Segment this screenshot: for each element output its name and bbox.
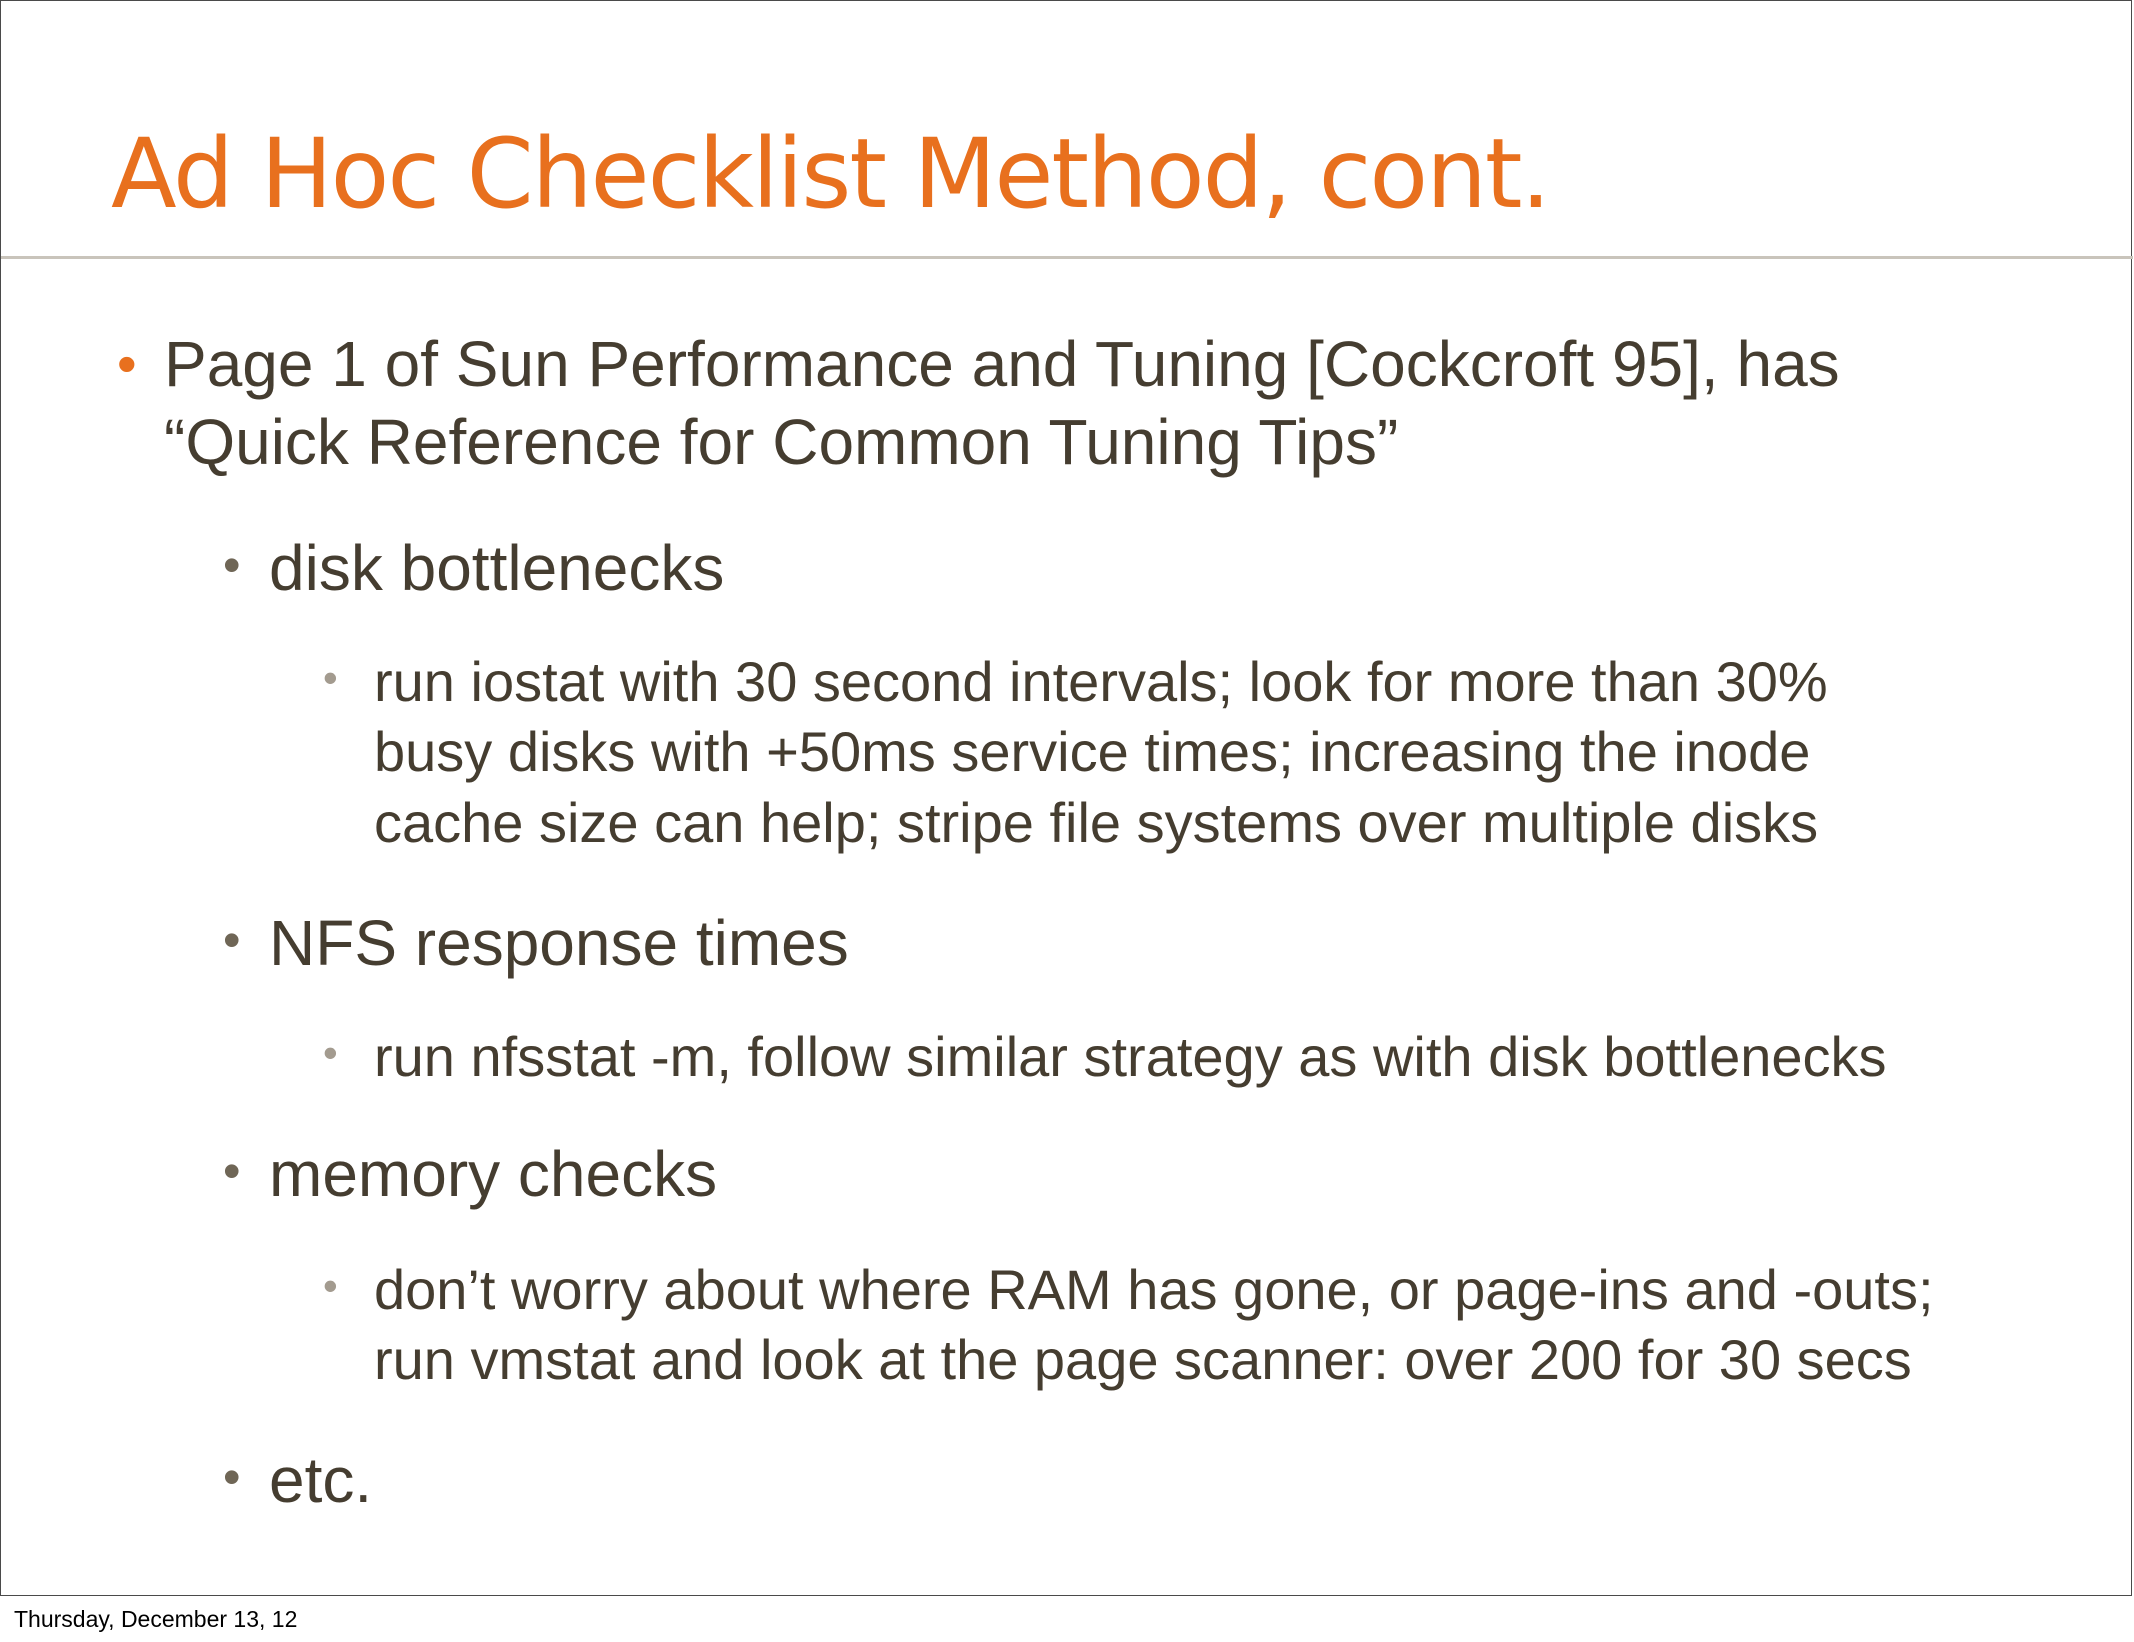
bullet-text-line: run vmstat and look at the page scanner: over 200 for 30 secs (374, 1328, 1912, 1391)
bullet-text-line: disk bottlenecks (269, 532, 725, 604)
bullet-text-line: memory checks (269, 1138, 718, 1210)
bullet-dot-icon: • (223, 537, 241, 593)
bullet-text-line: “Quick Reference for Common Tuning Tips” (164, 406, 1399, 478)
bullet-text-line: don’t worry about where RAM has gone, or page-ins and -outs; (374, 1258, 1934, 1321)
bullet-text-line: run iostat with 30 second intervals; look for more than 30% (374, 650, 1828, 713)
title-divider (1, 256, 2133, 259)
bullet-text-line: run nfsstat -m, follow similar strategy as with disk bottlenecks (374, 1025, 1887, 1088)
bullet-dot-icon: • (323, 654, 338, 701)
bullet-dot-icon: • (223, 1449, 241, 1505)
bullet-dot-icon: • (223, 1143, 241, 1199)
footer-date: Thursday, December 13, 12 (14, 1606, 298, 1632)
bullet-text-line: NFS response times (269, 907, 849, 979)
slide-title: Ad Hoc Checklist Method, cont. (111, 118, 1550, 230)
bullet-dot-icon: • (323, 1029, 338, 1076)
bullet-dot-icon: • (323, 1262, 338, 1309)
bullet-text-line: cache size can help; stripe file systems over multiple disks (374, 791, 1819, 854)
bullet-dot-icon: • (117, 332, 137, 395)
bullet-text-line: etc. (269, 1444, 373, 1516)
bullet-text-line: Page 1 of Sun Performance and Tuning [Cockcroft 95], has (164, 328, 1840, 400)
bullet-text-line: busy disks with +50ms service times; increasing the inode (374, 720, 1811, 783)
bullet-dot-icon: • (223, 912, 241, 968)
